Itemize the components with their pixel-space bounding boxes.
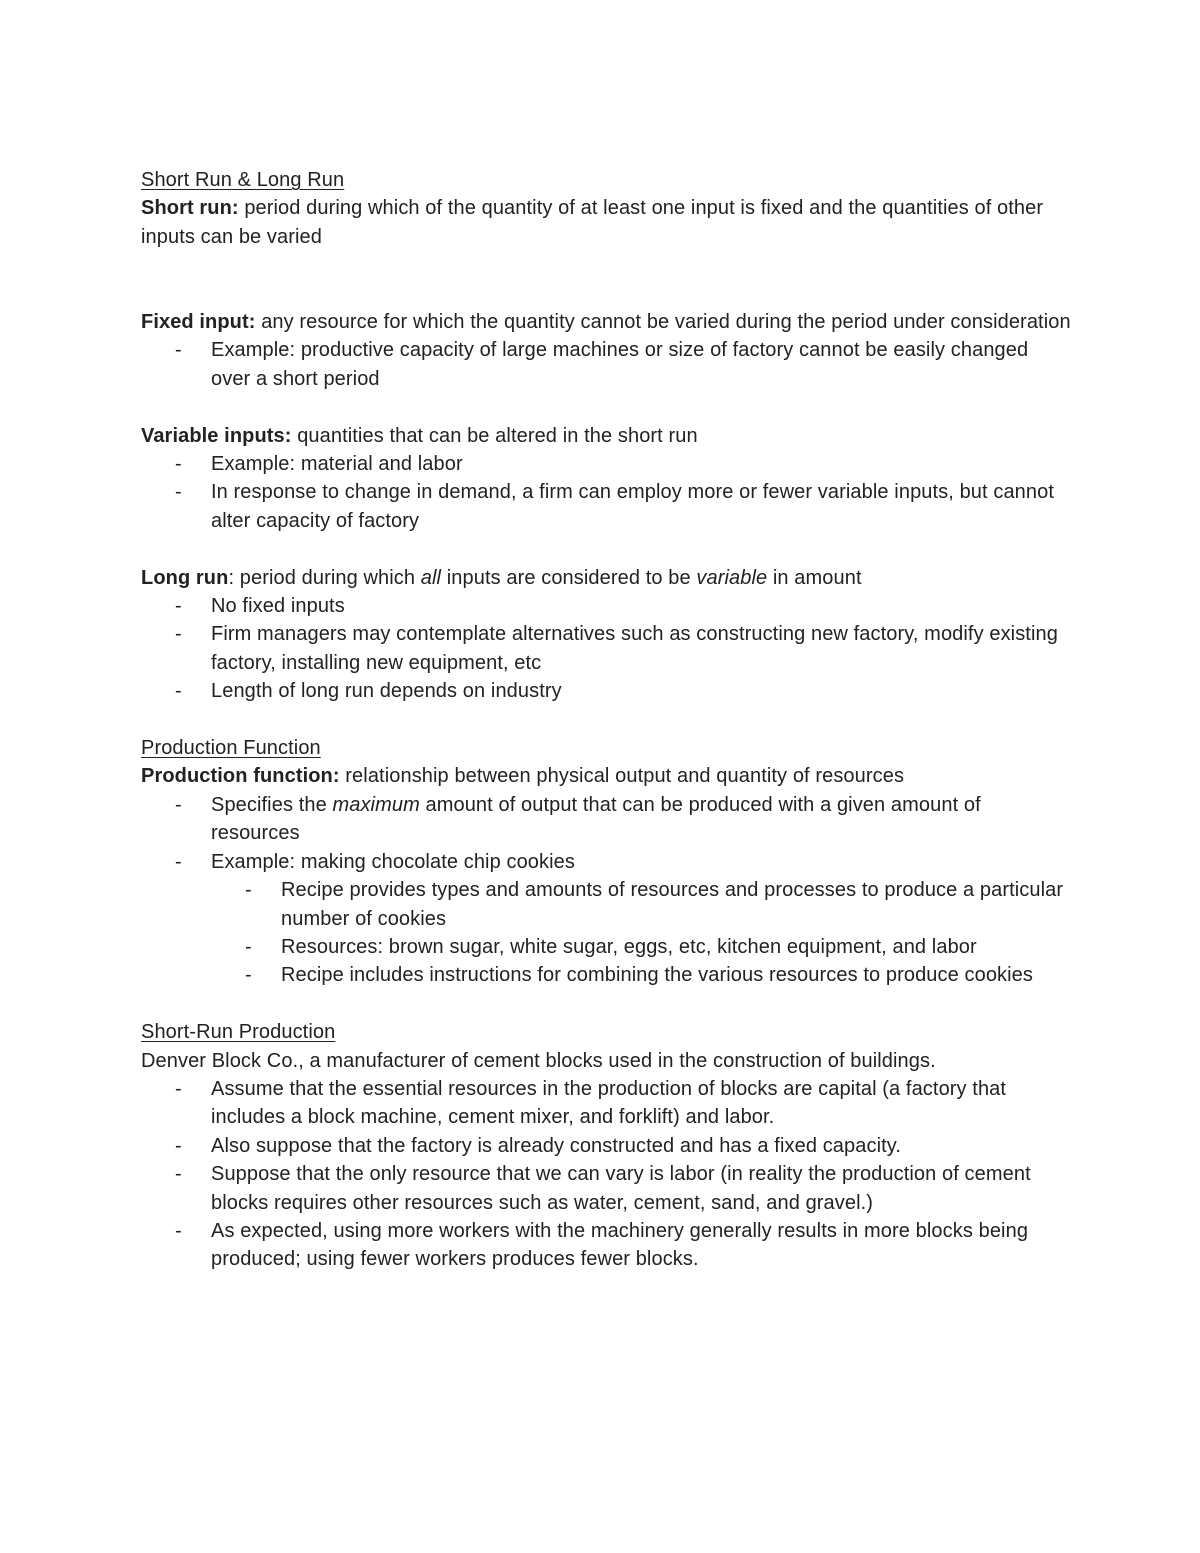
variable-inputs-list (141, 450, 1071, 535)
list-item: - Assume that the essential resources in the production of blocks are capital (a factory that includes a block machine, cement mixer, and forklift) and labor. (141, 1075, 1071, 1132)
bullet-text-part2: amount of output that can be produced with a given amount of resources (211, 793, 981, 845)
production-function-definition (141, 762, 1071, 790)
bullet-text-part1: Specifies the (211, 793, 333, 816)
production-function-list (141, 791, 1071, 990)
production-function-def-text: relationship between physical output and quantity of resources (339, 765, 905, 788)
list-item (141, 848, 1071, 990)
fixed-input-def-text: any resource for which the quantity cannot be varied during the period under consideration (255, 311, 1071, 334)
fixed-input-list (141, 336, 1071, 393)
long-run-definition (141, 564, 1071, 592)
list-item: - No fixed inputs (141, 592, 1071, 620)
long-run-term: Long run (141, 566, 229, 589)
list-item: - Firm managers may contemplate alternatives such as constructing new factory, modify existing factory, installing new equipment, etc (141, 620, 1071, 677)
list-item: - Example: material and labor (141, 450, 1071, 478)
section-heading-short-run-production: Short-Run Production (141, 1021, 336, 1044)
section-heading-short-long-run: Short Run & Long Run (141, 169, 345, 191)
long-run-italic-variable: variable (696, 566, 768, 589)
bullet-text: Example: making chocolate chip cookies (211, 850, 575, 873)
fixed-input-definition (141, 308, 1071, 336)
short-run-production-list (141, 1075, 1071, 1274)
list-item: - Also suppose that the factory is already constructed and has a fixed capacity. (141, 1132, 1071, 1160)
list-item: - Example: productive capacity of large machines or size of factory cannot be easily changed over a short period (141, 336, 1071, 393)
document-page (141, 166, 1071, 1274)
production-function-term: Production function: (141, 765, 340, 788)
long-run-def-part1: : period during which (228, 566, 421, 589)
list-item: - In response to change in demand, a firm can employ more or fewer variable inputs, but cannot alter capacity of factory (141, 478, 1071, 535)
sub-list-item: - Resources: brown sugar, white sugar, eggs, etc, kitchen equipment, and labor (211, 933, 1071, 961)
sub-list-item: - Recipe provides types and amounts of resources and processes to produce a particular number of cookies (211, 876, 1071, 933)
section-heading-production-function: Production Function (141, 737, 321, 760)
short-run-production-intro: Denver Block Co., a manufacturer of cement blocks used in the construction of buildings. (141, 1049, 936, 1072)
variable-inputs-def-text: quantities that can be altered in the short run (291, 424, 698, 447)
list-item (141, 791, 1071, 848)
short-run-def-text: period during which of the quantity of at least one input is fixed and the quantities of other inputs can be varied (141, 197, 1044, 248)
short-run-term: Short run: (141, 197, 239, 220)
short-run-definition (141, 194, 1071, 251)
sub-list-item: - Recipe includes instructions for combining the various resources to produce cookies (211, 961, 1071, 989)
list-item: - Length of long run depends on industry (141, 677, 1071, 705)
long-run-italic-all: all (420, 566, 442, 589)
bullet-italic-maximum: maximum (332, 793, 420, 816)
variable-inputs-term: Variable inputs: (141, 424, 292, 447)
cookie-example-sublist (211, 876, 1071, 990)
list-item: - Suppose that the only resource that we can vary is labor (in reality the production of cement blocks requires other resources such as water, cement, sand, and gravel.) (141, 1160, 1071, 1217)
long-run-list (141, 592, 1071, 706)
variable-inputs-definition (141, 422, 1071, 450)
fixed-input-term: Fixed input: (141, 311, 256, 334)
list-item: - As expected, using more workers with the machinery generally results in more blocks being produced; using fewer workers produces fewer blocks. (141, 1217, 1071, 1274)
long-run-def-part2: inputs are considered to be (441, 566, 697, 589)
long-run-def-part3: in amount (767, 566, 862, 589)
